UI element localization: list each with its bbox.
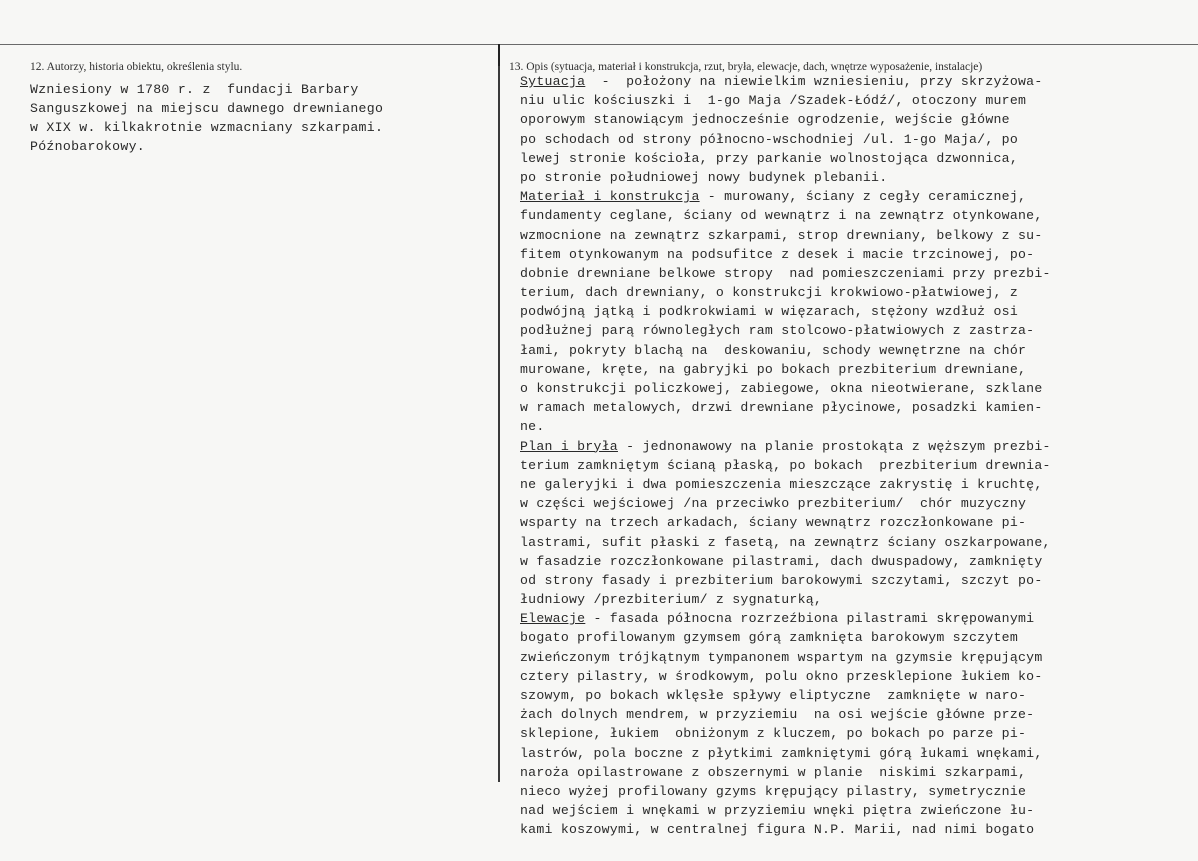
description-line-text: fundamenty ceglane, ściany od wewnątrz i na zewnątrz otynkowane,	[520, 208, 1043, 224]
description-line	[520, 110, 1190, 129]
description-line-text: sklepione, łukiem obniżonym z kluczem, po bokach po parze pi-	[520, 726, 1027, 742]
description-line-text: w fasadzie rozczłonkowane pilastrami, dach dwuspadowy, zamknięty	[520, 553, 1043, 569]
description-line-text: bogato profilowanym gzymsem górą zamknięta barokowym szczytem	[520, 630, 1018, 646]
description-line-text: w części wejściowej /na przeciwko prezbiterium/ chór muzyczny	[520, 496, 1027, 512]
description-line	[520, 705, 1190, 724]
history-line: Sanguszkowej na miejscu dawnego drewnianego	[30, 101, 384, 116]
description-line-text: niu ulic kościuszki i 1-go Maja /Szadek-Łódź/, otoczony murem	[520, 93, 1027, 109]
description-line	[520, 628, 1190, 647]
description-line-text: podłużnej parą równoległych ram stolcowo-płatwiowych z zastrza-	[520, 323, 1035, 339]
description-line-text: - fasada północna rozrzeźbiona pilastrami skrępowanymi	[585, 611, 1035, 627]
description-line-text: dobnie drewniane belkowe stropy nad pomieszczeniami przy prezbi-	[520, 265, 1051, 281]
description-line	[520, 801, 1190, 820]
description-line	[520, 302, 1190, 321]
description-line	[520, 283, 1190, 302]
description-line	[520, 513, 1190, 532]
description-line	[520, 820, 1190, 839]
left-column-header: 12. Autorzy, historia obiektu, określenia stylu.	[30, 61, 243, 73]
description-line-text: szowym, po bokach wklęsłe spływy eliptyczne zamknięte w naro-	[520, 688, 1027, 703]
description-line-text: ne galeryjki i dwa pomieszczenia mieszczące zakrystię i kruchtę,	[520, 476, 1043, 492]
description-line-text: terium, dach drewniany, o konstrukcji krokwiowo-płatwiowej, z	[520, 285, 1018, 301]
description-line-text: murowane, kręte, na gabryjki po bokach prezbiterium drewniane,	[520, 361, 1027, 377]
description-line-text: o konstrukcji policzkowej, zabiegowe, okna nieotwierane, szklane	[520, 381, 1043, 396]
description-line	[520, 130, 1190, 149]
description-line	[520, 763, 1190, 782]
description-line	[520, 398, 1190, 417]
description-line-text: - murowany, ściany z cegły ceramicznej,	[699, 189, 1027, 205]
description-line	[520, 686, 1190, 705]
description-line	[520, 475, 1190, 494]
description-line	[520, 187, 1190, 206]
description-line-text: nieco wyżej profilowany gzyms krępujący pilastry, symetrycznie	[520, 783, 1027, 799]
right-column-header: 13. Opis (sytuacja, materiał i konstrukcja, rzut, bryła, elewacje, dach, wnętrze wyposażenie, instalacje)	[509, 61, 983, 73]
description-line-text: w ramach metalowych, drzwi drewniane płycinowe, posadzki kamien-	[520, 400, 1043, 416]
description-line	[520, 149, 1190, 168]
description-line-text: lastrami, sufit płaski z fasetą, na zewnątrz ściany oszkarpowane,	[520, 534, 1051, 550]
history-line: Późnobarokowy.	[30, 139, 145, 154]
description-line-text: ne.	[520, 419, 545, 435]
description-line	[520, 321, 1190, 340]
description-line-text: lewej stronie kościoła, przy parkanie wolnostojąca dzwonnica,	[520, 150, 1018, 166]
history-line: Wzniesiony w 1780 r. z fundacji Barbary	[30, 82, 359, 97]
description-line	[520, 724, 1190, 743]
section-heading: Materiał i konstrukcja	[520, 189, 700, 205]
description-line	[520, 590, 1190, 609]
description-line	[520, 533, 1190, 552]
description-line	[520, 552, 1190, 571]
description-line-text: kami koszowymi, w centralnej figura N.P. Marii, nad nimi bogato	[520, 822, 1035, 838]
description-line-text: zwieńczonym trójkątnym tympanonem wspartym na gzymsie krępującym	[520, 649, 1043, 665]
description-line	[520, 168, 1190, 187]
description-line	[520, 648, 1190, 667]
description-line-text: naroża opilastrowane z obszernymi w planie niskimi szkarpami,	[520, 764, 1027, 780]
section-heading: Elewacje	[520, 611, 586, 627]
description-line	[520, 571, 1190, 590]
description-line-text: cztery pilastry, w środkowym, polu okno przesklepione łukiem ko-	[520, 668, 1043, 684]
description-line	[520, 494, 1190, 513]
column-divider	[498, 44, 500, 782]
history-line: w XIX w. kilkakrotnie wzmacniany szkarpami.	[30, 120, 384, 135]
column-divider-top	[498, 44, 500, 66]
description-line-text: terium zamkniętym ścianą płaską, po bokach prezbiterium drewnia-	[520, 457, 1051, 473]
section-heading: Sytuacja	[520, 74, 586, 89]
description-line-text: łudniowy /prezbiterium/ z sygnaturką,	[520, 592, 823, 608]
description-line-text: podwójną jątką i podkrokwiami w więzarach, stężony wzdłuż osi	[520, 304, 1018, 320]
description-line	[520, 667, 1190, 686]
description-line	[520, 379, 1190, 398]
description-line	[520, 72, 1190, 91]
description-line	[520, 245, 1190, 264]
description-line-text: żach dolnych mendrem, w przyziemiu na osi wejście główne prze-	[520, 707, 1035, 723]
description-line-text: wzmocnione na zewnątrz szkarpami, strop drewniany, belkowy z su-	[520, 227, 1043, 243]
description-line	[520, 206, 1190, 225]
description-line-text: po schodach od strony północno-wschodniej /ul. 1-go Maja/, po	[520, 131, 1018, 147]
description-line	[520, 456, 1190, 475]
description-line-text: od strony fasady i prezbiterium barokowymi szczytami, szczyt po-	[520, 572, 1043, 588]
description-line	[520, 417, 1190, 436]
description-line-text: oporowym stanowiącym jednocześnie ogrodzenie, wejście główne	[520, 112, 1010, 128]
description-line-text: fitem otynkowanym na podsufitce z desek i macie trzcinowej, po-	[520, 246, 1035, 262]
description-line	[520, 264, 1190, 283]
section-heading: Plan i bryła	[520, 438, 618, 454]
description-line	[520, 744, 1190, 763]
description-line-text: - położony na niewielkim wzniesieniu, przy skrzyżowa-	[585, 74, 1043, 89]
description-line-text: łami, pokryty blachą na deskowaniu, schody wewnętrzne na chór	[520, 342, 1027, 358]
description-line	[520, 360, 1190, 379]
description-line-text: nad wejściem i wnękami w przyziemiu wnęki piętra zwieńczone łu-	[520, 803, 1035, 819]
description-line	[520, 609, 1190, 628]
top-border-line	[0, 44, 1198, 45]
history-text	[30, 80, 490, 156]
description-line-text: wsparty na trzech arkadach, ściany wewnątrz rozczłonkowane pi-	[520, 515, 1027, 531]
description-line	[520, 226, 1190, 245]
description-line	[520, 437, 1190, 456]
description-text	[520, 72, 1190, 840]
description-line	[520, 782, 1190, 801]
description-line-text: lastrów, pola boczne z płytkimi zamkniętymi górą łukami wnękami,	[520, 745, 1043, 761]
description-line-text: - jednonawowy na planie prostokąta z węższym prezbi-	[617, 438, 1051, 454]
description-line	[520, 341, 1190, 360]
description-line	[520, 91, 1190, 110]
description-line-text: po stronie południowej nowy budynek plebanii.	[520, 169, 888, 185]
